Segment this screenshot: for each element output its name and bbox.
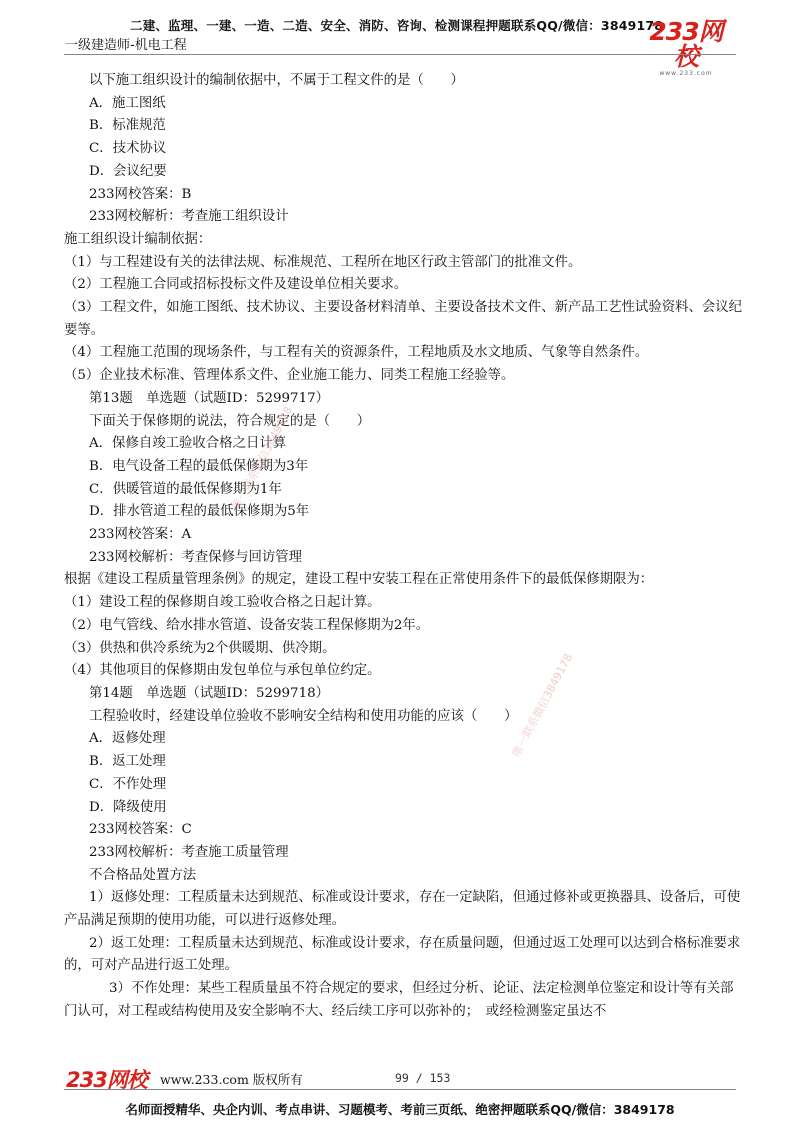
q12-basis-2: （2）工程施工合同或招标投标文件及建设单位相关要求。 (64, 277, 408, 293)
q14-method-3: 3）不作处理：某些工程质量虽不符合规定的要求，但经过分析、论证、法定检测单位鉴定和设计等有关部门认可，对工程或结构使用及安全影响不大、经后续工序可以弥补的； 或经检测鉴定虽达不 (64, 981, 734, 1019)
q12-option-c: C．技术协议 (89, 141, 167, 157)
q13-answer: 233网校答案：A (89, 527, 192, 543)
q13-analysis: 233网校解析：考查保修与回访管理 (89, 549, 303, 565)
q13-explain-title: 根据《建设工程质量管理条例》的规定，建设工程中安装工程在正常使用条件下的最低保修期限为： (64, 572, 654, 588)
q13-explain-3: （3）供热和供冷系统为2个供暖期、供冷期。 (64, 640, 336, 656)
q13-option-d: D．排水管道工程的最低保修期为5年 (89, 504, 310, 520)
footer-divider (64, 1089, 736, 1090)
q12-stem: 以下施工组织设计的编制依据中，不属于工程文件的是（ ） (89, 73, 464, 88)
q14-stem: 工程验收时，经建设单位验收不影响安全结构和使用功能的应该（ ） (89, 708, 518, 724)
q14-method-2: 2）返工处理：工程质量未达到规范、标准或设计要求，存在质量问题，但通过返工处理可以达到合格标准要求的，可对产品进行返工处理。 (64, 935, 741, 974)
q14-method-1: 1）返修处理：工程质量未达到规范、标准或设计要求，存在一定缺陷，但通过修补或更换器具、设备后，可使产品满足预期的使用功能，可以进行返修处理。 (64, 890, 741, 929)
q13-explain-2: （2）电气管线、给水排水管道、设备安装工程保修期为2年。 (64, 617, 430, 633)
page-number: 99 / 153 (395, 1071, 451, 1085)
q12-basis-5: （5）企业技术标准、管理体系文件、企业施工能力、同类工程施工经验等。 (64, 368, 515, 384)
q14-title: 第14题 单选题（试题ID：5299718） (89, 685, 329, 701)
q14-analysis: 233网校解析：考查施工质量管理 (89, 844, 289, 860)
q12-basis-title: 施工组织设计编制依据： (64, 231, 212, 247)
q13-option-b: B．电气设备工程的最低保修期为3年 (89, 458, 309, 474)
q14-option-b: B．返工处理 (89, 754, 166, 770)
watermark: 唯一联系微信3849178 (509, 651, 576, 760)
subject-title: 一级建造师-机电工程 (65, 38, 187, 53)
q14-option-d: D．降级使用 (89, 799, 167, 815)
q12-answer: 233网校答案：B (89, 186, 192, 202)
header-logo (638, 19, 734, 77)
q12-option-a: A．施工图纸 (89, 95, 166, 111)
q13-title: 第13题 单选题（试题ID：5299717） (89, 390, 329, 406)
q14-option-c: C．不作处理 (89, 776, 167, 792)
document-body (64, 70, 744, 1024)
q14-option-a: A．返修处理 (89, 731, 166, 747)
q13-explain-1: （1）建设工程的保修期自竣工验收合格之日起计算。 (64, 595, 381, 611)
q12-analysis: 233网校解析：考查施工组织设计 (89, 209, 289, 225)
logo-text: 233网校 (649, 17, 723, 71)
watermark: 唯一联系微信3849178 (229, 404, 296, 513)
header-ad-line: 二建、监理、一建、一造、二造、安全、消防、咨询、检测课程押题联系QQ/微信：3849178 (130, 18, 664, 33)
q12-basis-3: （3）工程文件，如施工图纸、技术协议、主要设备材料清单、主要设备技术文件、新产品工艺性试验资料、会议纪要等。 (64, 300, 743, 338)
footer-logo: 233网校 (66, 1068, 147, 1092)
q14-answer: 233网校答案：C (89, 822, 192, 838)
q12-option-b: B．标准规范 (89, 118, 166, 134)
header-divider (64, 54, 736, 55)
logo-url: www.233.com (659, 70, 713, 77)
footer-copyright: www.233.com 版权所有 (160, 1072, 303, 1087)
q12-option-d: D．会议纪要 (89, 163, 167, 179)
q12-basis-1: （1）与工程建设有关的法律法规、标准规范、工程所在地区行政主管部门的批准文件。 (64, 254, 582, 270)
q13-explain-4: （4）其他项目的保修期由发包单位与承包单位约定。 (64, 663, 381, 679)
q12-basis-4: （4）工程施工范围的现场条件，与工程有关的资源条件，工程地质及水文地质、气象等自然条件。 (64, 345, 649, 361)
footer-ad-line: 名师面授精华、央企内训、考点串讲、习题模考、考前三页纸、绝密押题联系QQ/微信：3849178 (125, 1102, 675, 1117)
q13-stem: 下面关于保修期的说法，符合规定的是（ ） (89, 413, 371, 429)
q14-method-title: 不合格品处置方法 (89, 867, 197, 883)
q13-option-a: A．保修自竣工验收合格之日计算 (89, 436, 287, 452)
q13-option-c: C．供暖管道的最低保修期为1年 (89, 481, 282, 497)
